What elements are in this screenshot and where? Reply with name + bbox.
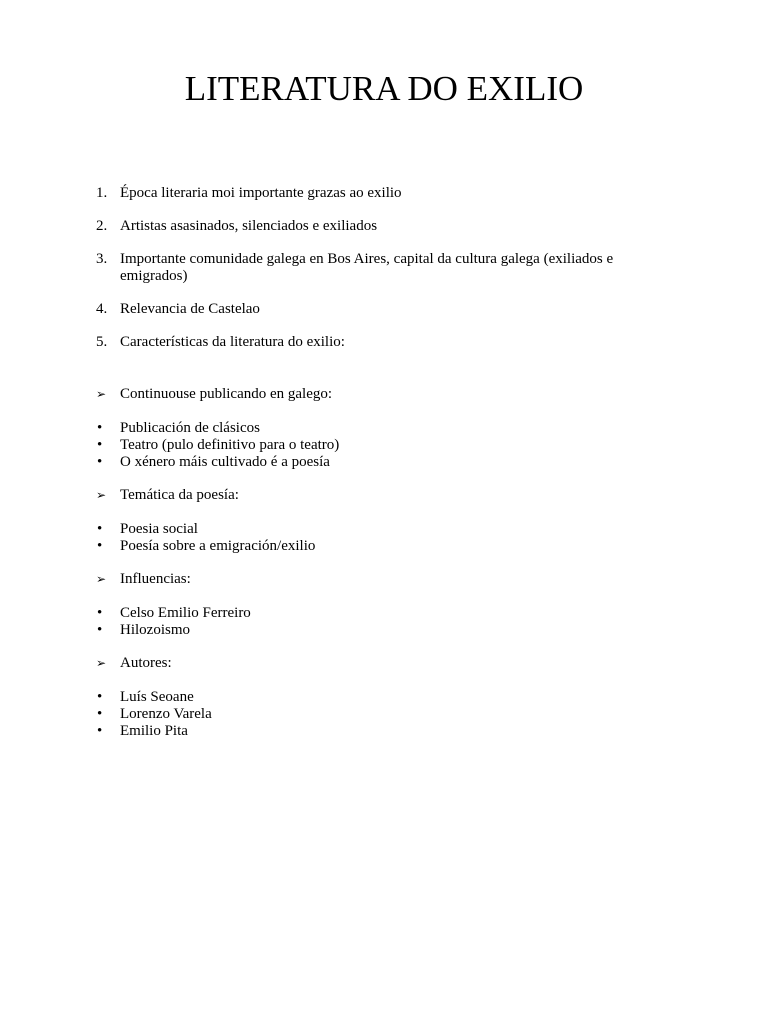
bullet-text: Lorenzo Varela [120,706,212,722]
numbered-item [96,218,656,235]
item-text: Características da literatura do exilio: [120,334,345,350]
item-text: Época literaria moi importante grazas ao exilio [120,185,402,201]
bullet-dot-icon: • [97,605,103,621]
bullet-item [96,521,656,538]
numbered-item [96,185,656,202]
item-number: 5. [96,334,108,350]
bullet-list [96,420,656,471]
item-text: Artistas asasinados, silenciados e exiliados [120,218,378,234]
item-number: 4. [96,301,108,317]
bullet-text: Teatro (pulo definitivo para o teatro) [120,437,340,453]
bullet-list [96,521,656,555]
bullet-text: Luís Seoane [120,689,194,705]
bullet-item [96,689,656,706]
bullet-text: Publicación de clásicos [120,420,260,436]
numbered-item [96,251,656,285]
numbered-list [96,185,656,367]
section-heading [96,571,656,588]
section-heading [96,655,656,672]
bullet-dot-icon: • [97,454,103,470]
bullet-item [96,706,656,723]
bullet-dot-icon: • [97,420,103,436]
item-number: 1. [96,185,108,201]
bullet-text: O xénero máis cultivado é a poesía [120,454,330,470]
section-influences [96,571,656,639]
section-heading-text: Continuouse publicando en galego: [120,386,333,402]
document-title: LITERATURA DO EXILIO [184,69,584,108]
bullet-text: Emilio Pita [120,723,188,739]
bullet-list [96,689,656,740]
section-heading-text: Influencias: [120,571,191,587]
bullet-item [96,454,656,471]
bullet-dot-icon: • [97,723,103,739]
item-number: 2. [96,218,108,234]
item-number: 3. [96,251,108,267]
section-heading-text: Temática da poesía: [120,487,239,503]
section-authors [96,655,656,740]
section-poetry-themes [96,487,656,555]
arrow-bullet-icon: ➢ [96,572,107,586]
bullet-text: Hilozoismo [120,622,190,638]
bullet-item [96,605,656,622]
section-heading [96,386,656,403]
bullet-dot-icon: • [97,437,103,453]
bullet-list [96,605,656,639]
numbered-item [96,301,656,318]
bullet-dot-icon: • [97,706,103,722]
section-heading-text: Autores: [120,655,172,671]
bullet-item [96,723,656,740]
item-text: Relevancia de Castelao [120,301,260,317]
arrow-bullet-icon: ➢ [96,488,107,502]
bullet-item [96,538,656,555]
numbered-item [96,334,656,351]
bullet-dot-icon: • [97,521,103,537]
bullet-text: Poesía sobre a emigración/exilio [120,538,316,554]
arrow-bullet-icon: ➢ [96,656,107,670]
bullet-dot-icon: • [97,689,103,705]
bullet-item [96,437,656,454]
bullet-dot-icon: • [97,622,103,638]
bullet-item [96,420,656,437]
section-publishing [96,386,656,471]
section-heading [96,487,656,504]
bullet-text: Celso Emilio Ferreiro [120,605,251,621]
item-text: Importante comunidade galega en Bos Aires, capital da cultura galega (exiliados e emigrados) [120,251,614,284]
bullet-text: Poesia social [120,521,198,537]
sections-container [96,386,656,756]
bullet-item [96,622,656,639]
bullet-dot-icon: • [97,538,103,554]
arrow-bullet-icon: ➢ [96,387,107,401]
